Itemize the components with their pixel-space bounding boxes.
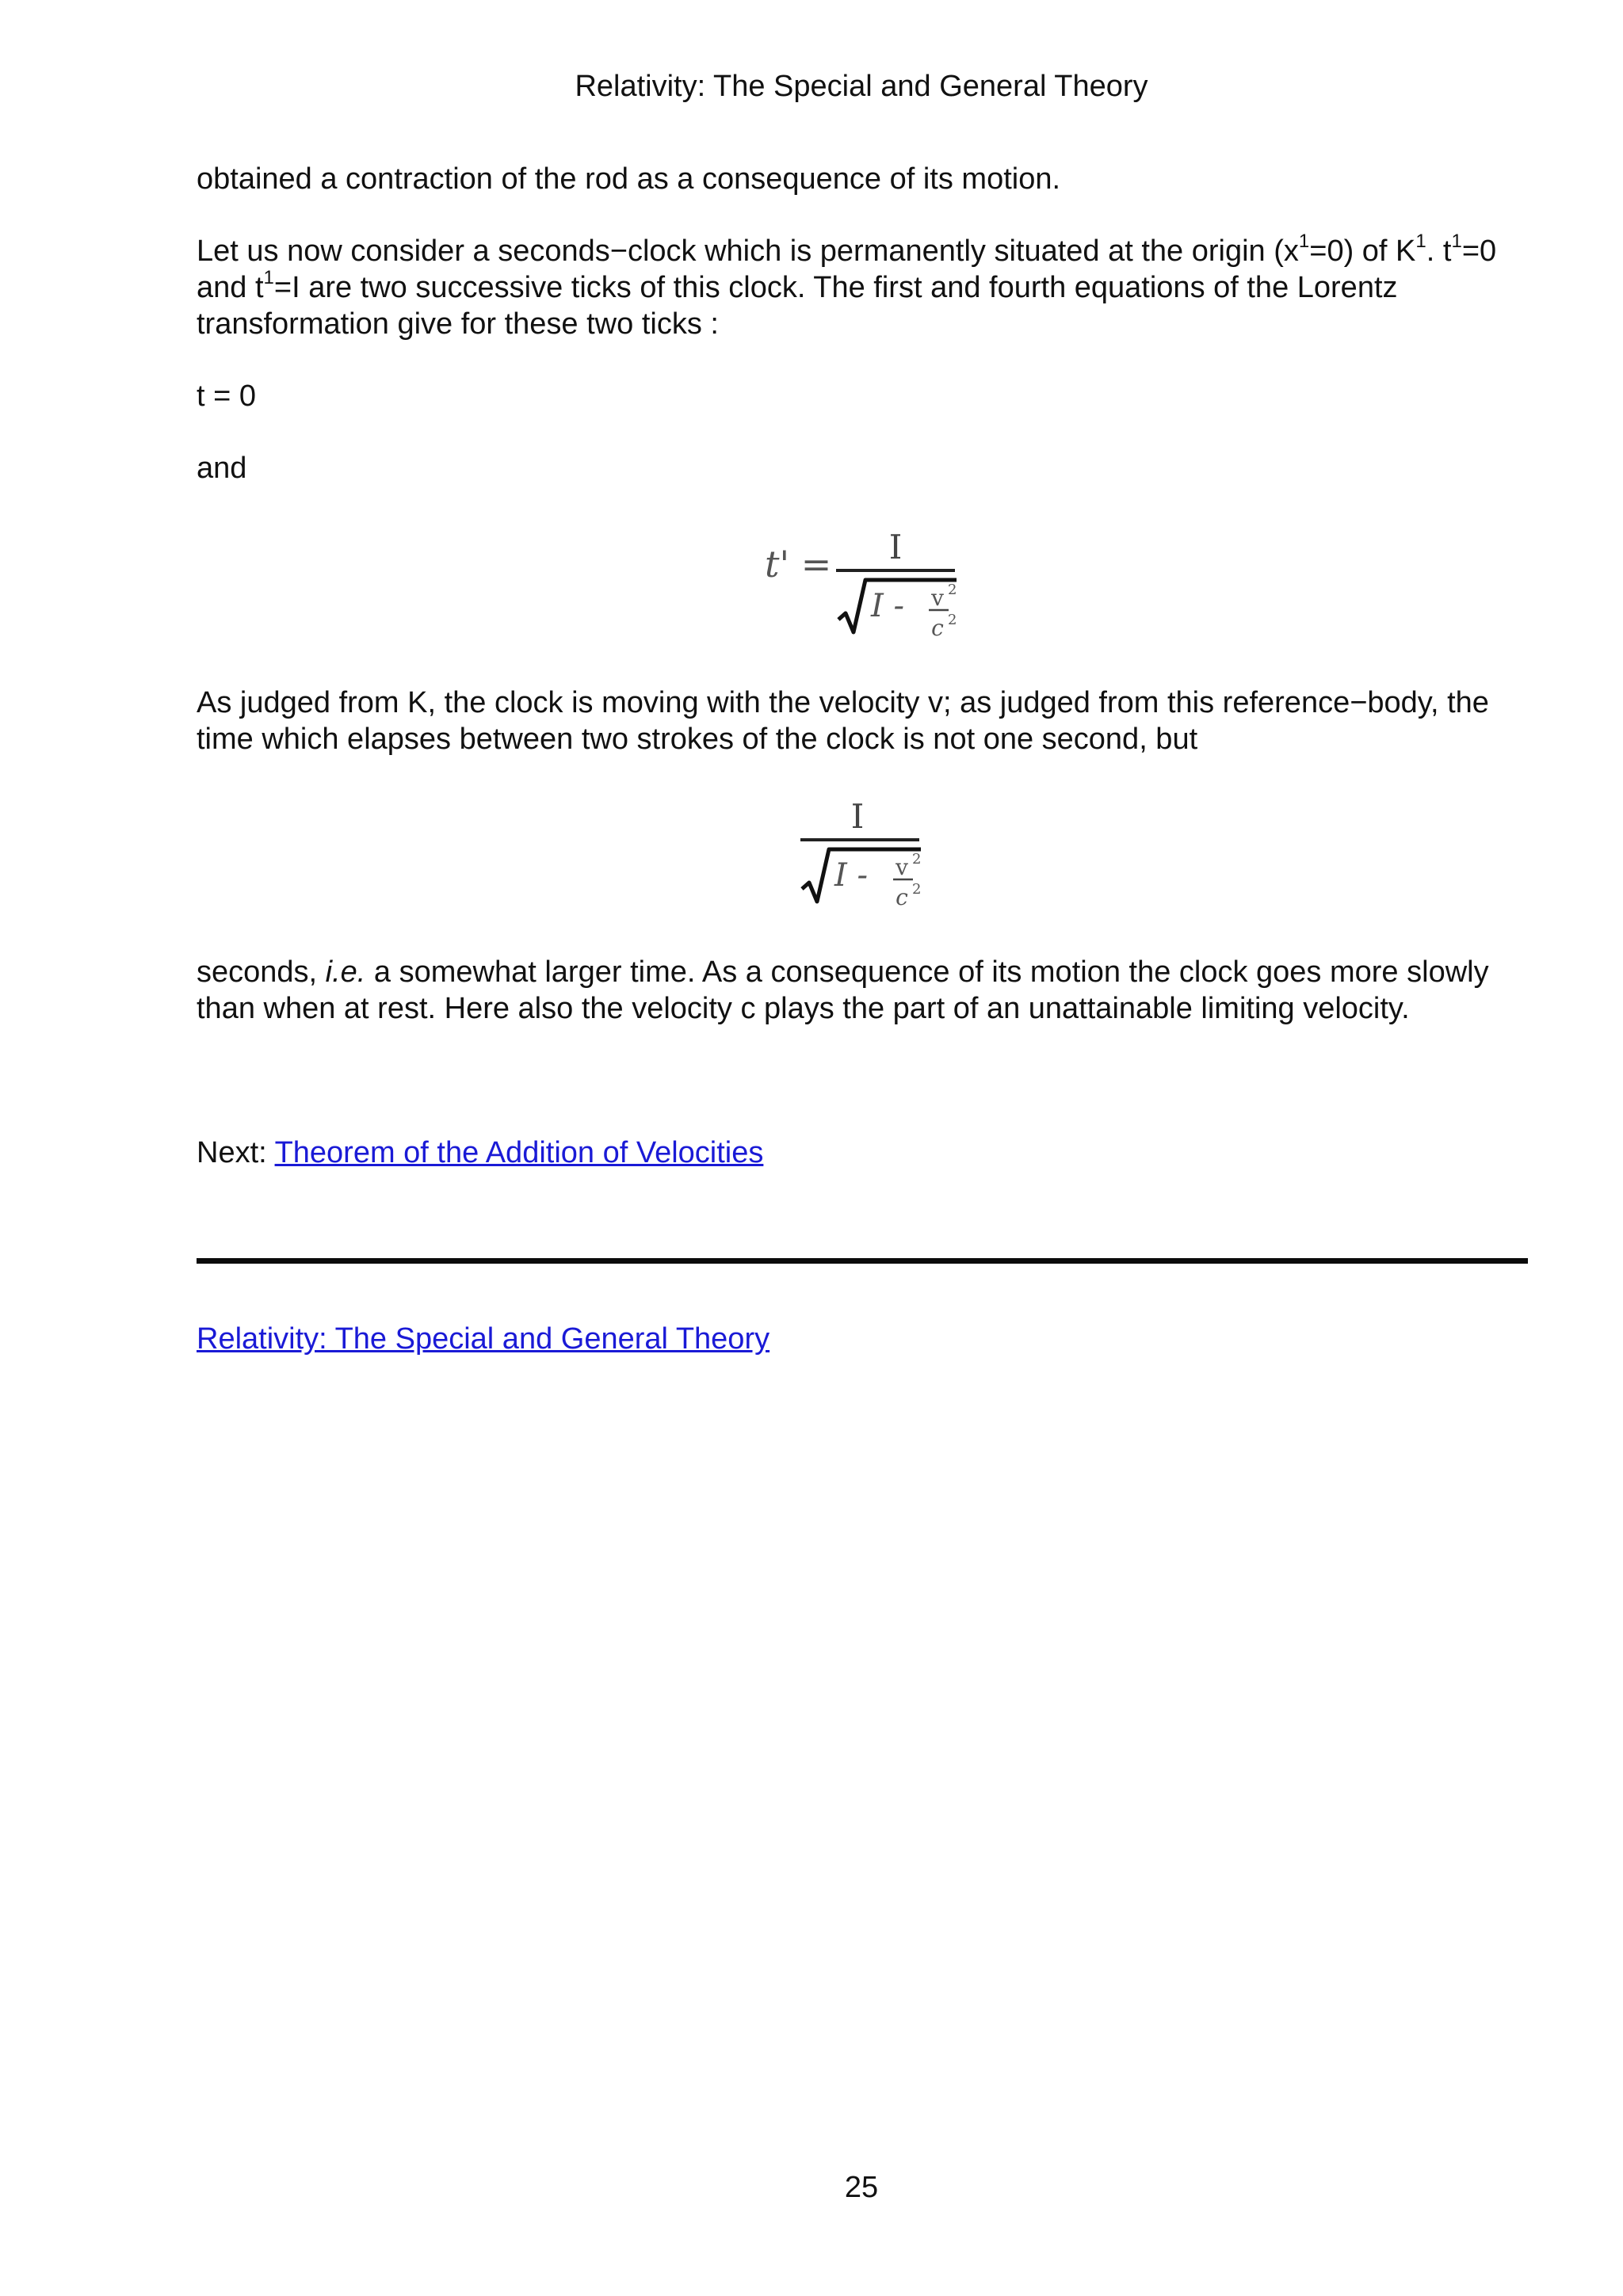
horizontal-rule — [197, 1258, 1528, 1264]
equation-fraction-svg — [785, 792, 935, 919]
p2-text-b: =0) of K — [1309, 235, 1416, 268]
paragraph-2-line-3: transformation give for these two ticks : — [197, 307, 719, 341]
book-title-link[interactable]: Relativity: The Special and General Theory — [197, 1322, 770, 1356]
p4-text-b: a somewhat larger time. As a consequence of its motion the clock goes more slowly — [365, 955, 1489, 989]
paragraph-1: obtained a contraction of the rod as a consequence of its motion. — [197, 162, 1061, 196]
and-text: and — [197, 452, 247, 485]
equation-t-prime — [757, 523, 971, 650]
eq2-v: v — [896, 854, 908, 880]
eq1-numerator: I — [888, 528, 903, 566]
page-number: 25 — [844, 2171, 879, 2204]
p2-sup-3: 1 — [1451, 231, 1462, 253]
p4-text-a: seconds, — [197, 955, 326, 989]
eq2-c-exp: 2 — [912, 881, 922, 898]
eq1-c: c — [931, 615, 944, 641]
eq1-radicand: I - — [871, 588, 905, 624]
next-label: Next: — [197, 1136, 275, 1169]
eq2-numerator: I — [850, 797, 865, 836]
paragraph-4-line-1 — [197, 954, 1489, 990]
eq1-lhs: t' = — [765, 543, 832, 585]
eq1-c-exp: 2 — [948, 612, 957, 628]
footer-nav — [197, 1321, 769, 1357]
equation-t-zero: t = 0 — [197, 379, 256, 413]
p2-text-e: and t — [197, 271, 264, 304]
eq1-v-exp: 2 — [948, 582, 957, 598]
p2-sup-4: 1 — [263, 267, 274, 289]
paragraph-4-line-2: than when at rest. Here also the velocity c plays the part of an unattainable limiting velocity. — [197, 992, 1410, 1025]
eq2-c: c — [896, 884, 908, 910]
paragraph-3-line-2: time which elapses between two strokes of the clock is not one second, but — [197, 723, 1198, 756]
equation-t-prime-svg — [757, 523, 971, 650]
eq2-v-exp: 2 — [912, 851, 922, 868]
p2-text-c: . t — [1426, 235, 1452, 268]
eq1-v: v — [931, 585, 944, 611]
equation-fraction — [785, 792, 935, 919]
running-header: Relativity: The Special and General Theory — [575, 70, 1148, 103]
p2-text-a: Let us now consider a seconds−clock which is permanently situated at the origin (x — [197, 235, 1299, 268]
paragraph-2-line-2 — [197, 269, 1398, 306]
p2-sup-1: 1 — [1298, 231, 1310, 253]
next-chapter-link[interactable]: Theorem of the Addition of Velocities — [274, 1136, 764, 1169]
next-navigation — [197, 1135, 763, 1171]
p4-italic-ie: i.e. — [325, 955, 366, 989]
p2-text-d: =0 — [1461, 235, 1497, 268]
paragraph-2-line-1 — [197, 233, 1496, 269]
p2-sup-2: 1 — [1415, 231, 1426, 253]
paragraph-3-line-1: As judged from K, the clock is moving with the velocity v; as judged from this reference−body, the — [197, 686, 1489, 719]
eq2-radicand: I - — [834, 857, 869, 894]
p2-text-f: =I are two successive ticks of this clock. The first and fourth equations of the Lorentz — [273, 271, 1398, 304]
